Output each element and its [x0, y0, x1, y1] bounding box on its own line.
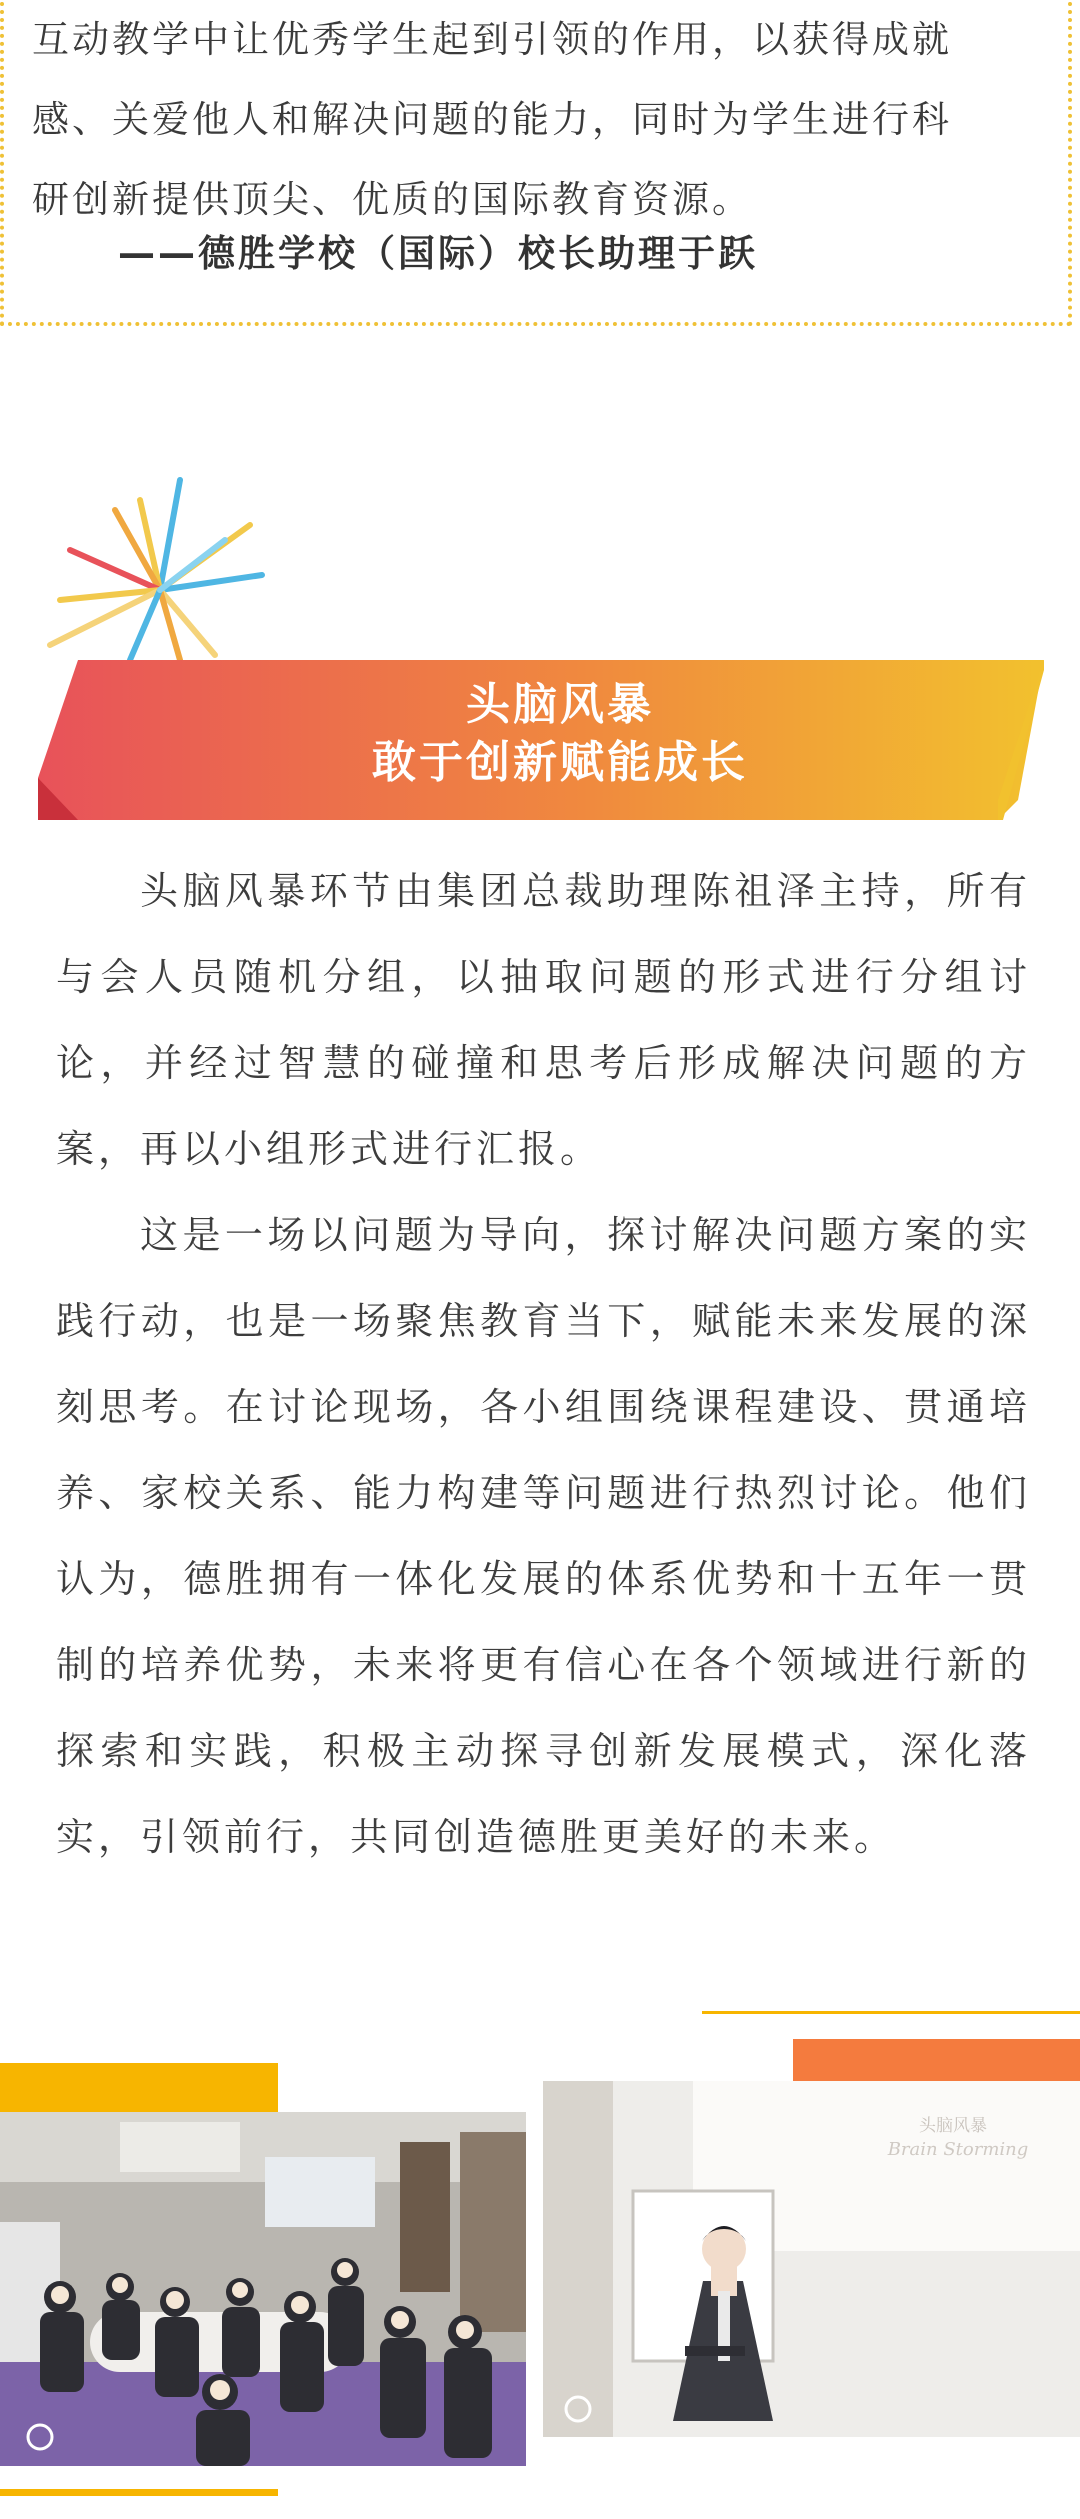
screen-title: 头脑风暴 — [919, 2116, 987, 2136]
firework-decoration-icon — [40, 470, 270, 670]
section-title-line: 头脑风暴 — [466, 679, 654, 730]
decor-bar-orange — [793, 2039, 1080, 2081]
decor-line-top-right — [702, 2011, 1080, 2014]
quote-signature: ——德胜学校（国际）校长助理于跃 — [118, 232, 758, 275]
decor-bar-yellow-left — [0, 2063, 278, 2113]
section-subtitle-line: 敢于创新赋能成长 — [372, 737, 748, 788]
decor-line-bottom-left — [0, 2489, 278, 2496]
quote-line: 研创新提供顶尖、优质的国际教育资源。 — [32, 178, 752, 221]
screen-subtitle: Brain Storming — [887, 2139, 1029, 2160]
photo-speaker — [543, 2081, 1080, 2437]
paragraph: 这是一场以问题为导向，探讨解决问题方案的实践行动，也是一场聚焦教育当下，赋能未来发展的深刻思考。在讨论现场，各小组围绕课程建设、贯通培养、家校关系、能力构建等问题进行热烈讨论。他们认为，德胜拥有一体化发展的体系优势和十五年一贯制的培养优势，未来将更有信心在各个领域进行新的探索和实践，积极主动探寻创新发展模式，深化落实，引领前行，共同创造德胜更美好的未来。 — [56, 1213, 1031, 1859]
section-title — [80, 676, 1040, 792]
paragraph: 头脑风暴环节由集团总裁助理陈祖泽主持，所有与会人员随机分组，以抽取问题的形式进行分组讨论，并经过智慧的碰撞和思考后形成解决问题的方案，再以小组形式进行汇报。 — [56, 869, 1031, 1171]
article-body — [56, 848, 1031, 1880]
quote-text — [32, 0, 1052, 240]
quote-line: 互动教学中让优秀学生起到引领的作用，以获得成就 — [32, 18, 952, 61]
quote-line: 感、关爱他人和解决问题的能力，同时为学生进行科 — [32, 98, 952, 141]
photo-group-discussion — [0, 2112, 526, 2466]
